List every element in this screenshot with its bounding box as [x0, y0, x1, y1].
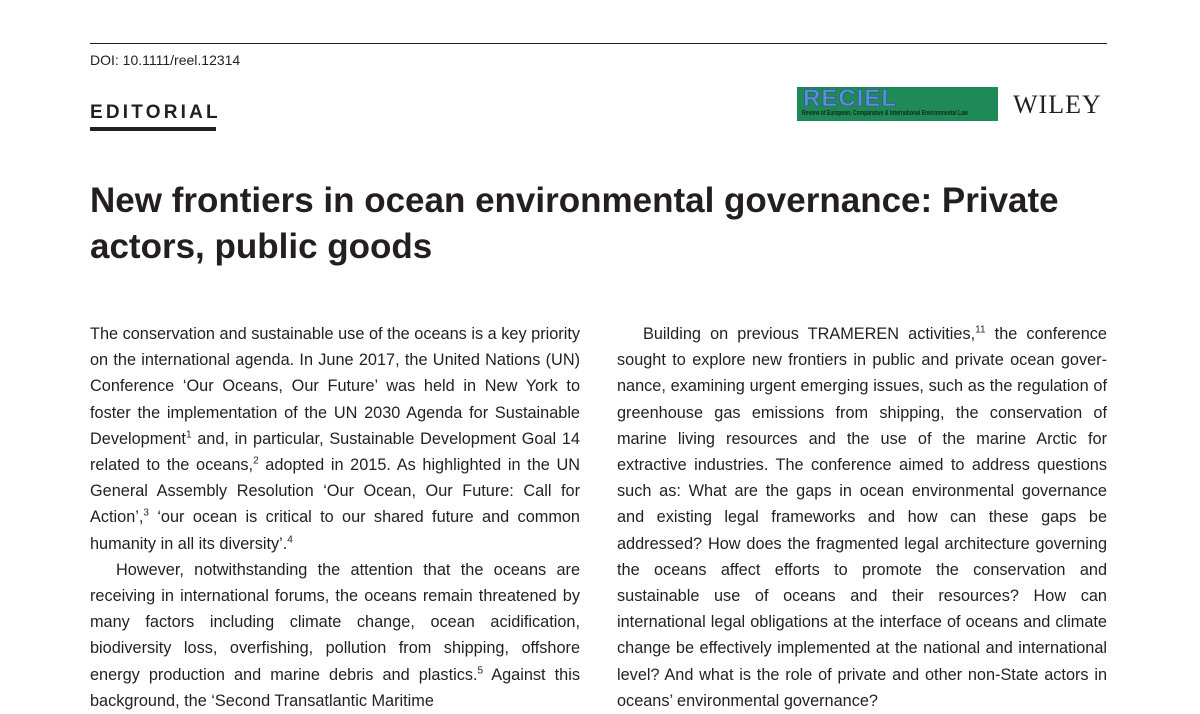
section-underline: [90, 127, 216, 131]
right-column: [617, 321, 1107, 714]
footnote-ref-11[interactable]: 11: [975, 324, 986, 336]
footnote-ref-2[interactable]: 2: [253, 455, 259, 467]
wiley-logo[interactable]: WILEY: [1013, 90, 1102, 119]
article-title: New frontiers in ocean environmental governance: Private actors, public goods: [90, 181, 1059, 266]
doi-text[interactable]: DOI: 10.1111/reel.12314: [90, 52, 241, 68]
reciel-logo-subtitle: Review of European, Comparative & International Environmental Law: [802, 110, 968, 117]
footnote-ref-3[interactable]: 3: [143, 508, 149, 519]
footnote-ref-1[interactable]: 1: [185, 429, 192, 441]
footnote-ref-4[interactable]: 4: [287, 534, 293, 546]
footnote-ref-5[interactable]: 5: [477, 665, 484, 677]
left-paragraph-1: The conservation and sustainable use of the oceans is a key priority on the international agenda. In June 2017, the United Nations (UN) Conference ‘Our Oceans, Our Future’ was held in New York to foster the implementation of the UN 2030 Agenda for Sustainable Development$^1$ and, in particular, Sustainable Development Goal 14 related to the oceans,$^2$ adopted in 2015. As highlighted in the UN General Assembly Resolution ‘Our Ocean, Our Future: Call for Action’,$^3$ ‘our ocean is critical to our shared future and common humanity in all its diversity’.$^4$: [90, 325, 580, 553]
right-paragraph-1: Building on previous TRAMEREN activities,$^{11}$ the conference sought to explore new frontiers in public and private ocean governance, examining urgent emerging issues, such as the regulation of greenhouse gas emissions from shipping, the conservation of marine living resources and the use of the marine Arctic for extractive industries. The conference aimed to address questions such as: What are the gaps in ocean environmental governance and existing legal frameworks and how can these gaps be addressed? How does the fragmented legal architecture governing the oceans affect efforts to promote the conservation and sustainable use of oceans and their resources? How can international legal obligations at the interface of oceans and climate change be effectively implemented at the national and international level? And what is the role of private and other non-State actors in oceans’ environmental governance?: [617, 324, 1107, 710]
reciel-logo[interactable]: [797, 87, 998, 121]
left-column: [90, 321, 580, 714]
reciel-logo-name: RECIEL: [803, 87, 898, 112]
top-rule: [90, 43, 1107, 44]
section-label: EDITORIAL: [90, 102, 221, 123]
left-paragraph-2: However, notwithstanding the attention that the oceans are receiving in international forums, the oceans remain threatened by many factors including climate change, ocean acidification, biodiversity loss, overfishing, pollution from shipping, offshore energy production and marine debris and plastics.$^5$ Against this background, the ‘Second Transatlantic Maritime: [90, 560, 580, 710]
